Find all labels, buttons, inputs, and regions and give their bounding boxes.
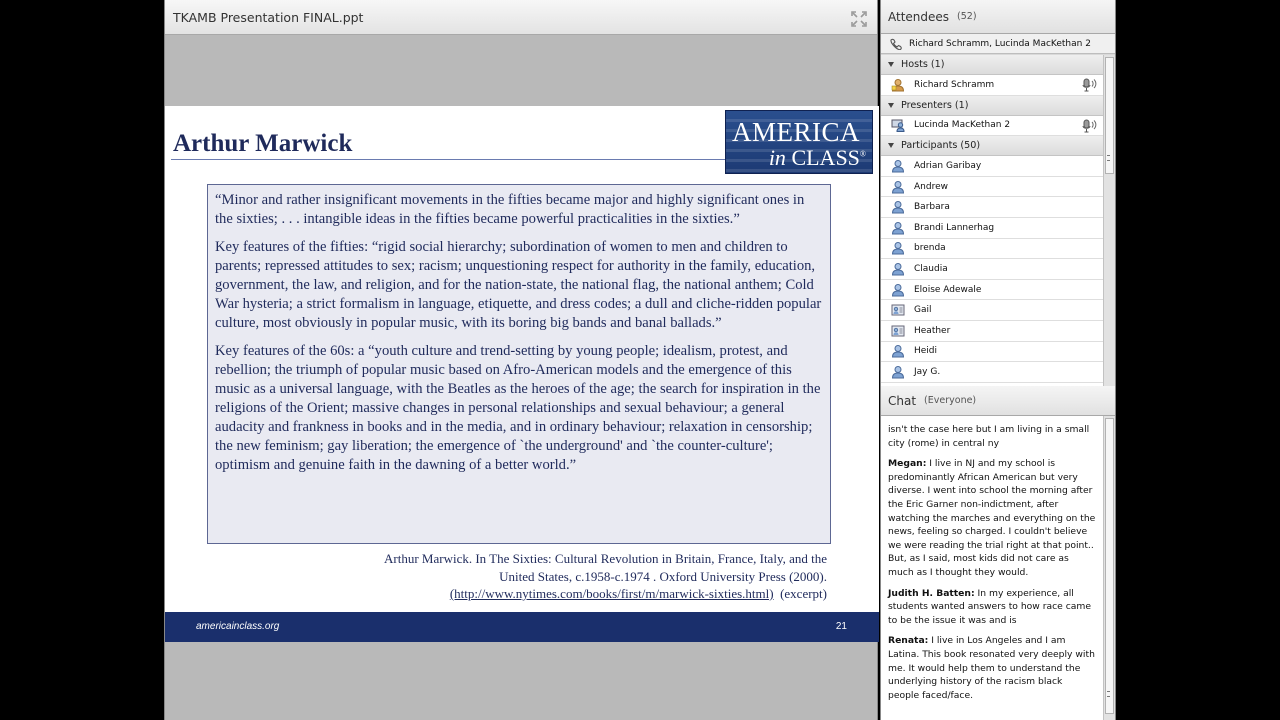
chat-pod (881, 386, 1115, 720)
presenter-icon (891, 118, 905, 132)
citation-link[interactable]: (http://www.nytimes.com/books/first/m/marwick-sixties.html) (449, 586, 774, 601)
participant-user-icon (891, 200, 905, 214)
group-participants[interactable]: Participants (50) (881, 136, 1103, 156)
attendee-row[interactable] (881, 239, 1103, 260)
attendee-row[interactable] (881, 259, 1103, 280)
attendees-count: (52) (957, 11, 977, 22)
attendee-row[interactable] (881, 156, 1103, 177)
quote-paragraph: Key features of the 60s: a “youth culture and trend-setting by young people; idealism, protest, and rebellion; the triumph of popular music based on Afro-American models and the emergence of this music as a universal language, with the Beatles as the heroes of the age; the search for inspiration in the religions of the Orient; massive changes in personal relationships and sexual behaviour; a general audacity and frankness in books and in the media, and in ordinary behaviour; relaxation in censorship; the new feminism; gay liberation; the emergence of `the underground' and `the counter-culture'; optimism and genuine faith in the dawning of a better world.” (215, 343, 821, 473)
attendee-row[interactable] (881, 321, 1103, 342)
quote-paragraph: “Minor and rather insignificant movements in the fifties became major and highly significant ones in the sixties; . . . intangible ideas in the fifties became powerful practicalities in the sixties.” (215, 192, 805, 227)
chat-pod-header (881, 386, 1115, 416)
attendee-name: Eloise Adewale (914, 284, 982, 295)
host-user-icon (891, 78, 905, 92)
microphone-speaking-icon (1081, 119, 1097, 133)
attendee-name: Adrian Garibay (914, 160, 982, 171)
attendee-name: Heather (914, 325, 951, 336)
chat-message: Renata: I live in Los Angeles and I am Latina. This book resonated very deeply with me. It would help them to understand the underlying history of the racism black people faced/face. (888, 635, 1095, 701)
share-pod-title: TKAMB Presentation FINAL.ppt (173, 9, 364, 25)
attendee-row[interactable]: Richard Schramm (881, 75, 1103, 96)
quote-box (207, 184, 831, 544)
participant-user-icon (891, 221, 905, 235)
chat-author: Megan: (888, 458, 927, 470)
attendee-list-scrollbar[interactable] (1103, 55, 1115, 386)
right-column (880, 0, 1116, 720)
participant-user-icon (891, 262, 905, 276)
participant-user-icon (891, 344, 905, 358)
footer-website: americainclass.org (196, 621, 280, 632)
active-speakers-names: Richard Schramm, Lucinda MacKethan 2 (909, 38, 1091, 49)
attendee-name: brenda (914, 243, 946, 254)
presentation-slide (165, 106, 879, 642)
chat-message: isn't the case here but I am living in a small city (rome) in central ny (888, 424, 1090, 449)
attendee-row[interactable]: Lucinda MacKethan 2 (881, 116, 1103, 137)
attendee-row[interactable] (881, 280, 1103, 301)
attendee-name: Barbara (914, 202, 950, 213)
attendee-name: Gail (914, 305, 932, 316)
participant-card-icon (891, 303, 905, 317)
collapse-triangle-icon (888, 143, 894, 148)
attendee-name: Jay G. (914, 366, 941, 377)
chat-author: Judith H. Batten: (888, 587, 975, 599)
logo-text-in-class: in CLASS® (768, 145, 866, 170)
slide-footer (165, 612, 879, 642)
america-in-class-logo (725, 110, 873, 174)
chat-author: Renata: (888, 635, 929, 647)
attendee-row[interactable] (881, 218, 1103, 239)
collapse-triangle-icon (888, 103, 894, 108)
attendee-row[interactable] (881, 300, 1103, 321)
citation-suffix: (excerpt) (773, 586, 827, 601)
participant-card-icon (891, 324, 905, 338)
participant-user-icon (891, 180, 905, 194)
phone-icon (889, 38, 903, 50)
chat-message: Megan: I live in NJ and my school is predominantly African American but very diverse. I went into school the morning after the Eric Garner non-indictment, after watching the marches and everything on the news, feeling so charged. I couldn't believe we were reading the trial right at that point.. But, as I said, most kids did not care as much as I thought they would. (888, 458, 1096, 578)
participant-user-icon (891, 159, 905, 173)
chat-scrollbar[interactable] (1103, 416, 1115, 720)
group-hosts[interactable]: Hosts (1) (881, 55, 1103, 75)
attendee-list (881, 55, 1103, 386)
chat-messages (881, 416, 1103, 720)
share-pod-title-bar (165, 0, 877, 35)
attendees-pod-header (881, 0, 1115, 34)
participant-user-icon (891, 241, 905, 255)
slide-page-number: 21 (835, 621, 847, 632)
citation-line: Arthur Marwick. In The Sixties: Cultural Revolution in Britain, France, Italy, and the (384, 551, 827, 566)
attendee-name: Claudia (914, 263, 948, 274)
participant-user-icon (891, 365, 905, 379)
citation-line: United States, c.1958-c.1974 . Oxford University Press (2000). (499, 568, 827, 584)
participant-list (881, 156, 1103, 383)
group-presenters[interactable]: Presenters (1) (881, 96, 1103, 116)
chat-title: Chat (888, 393, 917, 408)
active-speakers-row (881, 34, 1115, 54)
quote-paragraph: Key features of the fifties: “rigid social hierarchy; subordination of women to men and children to parents; repressed attitudes to sex; racism; unquestioning respect for authority in the family, education, government, the law, and religion, and for the nation-state, the national flag, the national anthem; Cold War hysteria; a strict formalism in language, etiquette, and dress codes; a dull and cliche-ridden popular culture, most obviously in popular music, with its boring big bands and banal ballads.” (215, 239, 822, 331)
attendee-name: Heidi (914, 346, 938, 357)
share-pod (164, 0, 878, 720)
participant-user-icon (891, 283, 905, 297)
fullscreen-icon[interactable] (851, 11, 867, 27)
attendee-name: Brandi Lannerhag (914, 222, 995, 233)
slide-title: Arthur Marwick (173, 130, 353, 157)
chat-message: Judith H. Batten: In my experience, all students wanted answers to how race came to be the issue it was and is (888, 587, 1092, 626)
attendee-name: Andrew (914, 181, 948, 192)
title-divider (171, 159, 727, 160)
collapse-triangle-icon (888, 62, 894, 67)
microphone-speaking-icon (1081, 78, 1097, 92)
attendee-row[interactable] (881, 177, 1103, 198)
logo-text-america: AMERICA (732, 117, 861, 147)
attendees-title: Attendees (888, 9, 950, 24)
attendee-row[interactable] (881, 197, 1103, 218)
chat-scope[interactable]: (Everyone) (924, 395, 977, 406)
citation (227, 550, 827, 603)
attendee-row[interactable] (881, 342, 1103, 363)
attendee-row[interactable] (881, 362, 1103, 383)
